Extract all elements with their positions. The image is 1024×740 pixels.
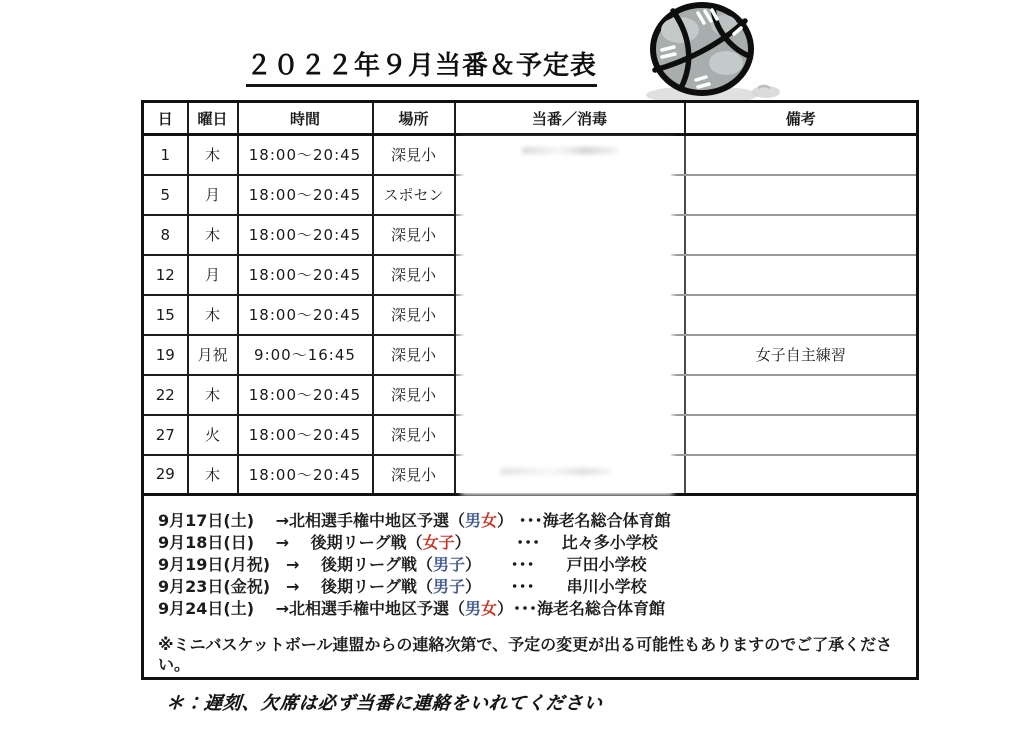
erased-area (464, 142, 670, 492)
note-text: ）･･･海老名総合体育館 (497, 599, 666, 618)
cell-weekday: 月 (188, 175, 238, 215)
page-title: ２０２２年９月当番＆予定表 (246, 45, 597, 87)
cell-weekday: 木 (188, 455, 238, 495)
ghost-text-smudge (522, 147, 618, 154)
cell-remarks (685, 455, 918, 495)
note-text: 9月23日(金祝) → 後期リーグ戦（ (158, 577, 434, 596)
header-weekday: 曜日 (188, 102, 238, 135)
cell-weekday: 木 (188, 215, 238, 255)
cell-remarks (685, 255, 918, 295)
note-male-label: 男子 (433, 555, 466, 574)
cell-day: 27 (143, 415, 188, 455)
cell-day: 22 (143, 375, 188, 415)
cell-day: 15 (143, 295, 188, 335)
disclaimer-note: ※ミニバスケットボール連盟からの連絡次第で、予定の変更が出る可能性もありますのでご了承ください。 (158, 635, 893, 674)
note-text: ） ･･･ 串川小学校 (465, 577, 647, 596)
ghost-text-smudge (500, 468, 612, 475)
cell-weekday: 木 (188, 135, 238, 175)
cell-remarks (685, 215, 918, 255)
schedule-note-line (158, 510, 906, 532)
table-header (143, 102, 918, 135)
header-time: 時間 (238, 102, 373, 135)
note-female-label: 女子 (422, 533, 455, 552)
schedule-notes-section (143, 495, 918, 679)
note-text: ） ･･･海老名総合体育館 (497, 511, 671, 530)
cell-day: 5 (143, 175, 188, 215)
header-place: 場所 (373, 102, 455, 135)
cell-time: 18:00～20:45 (238, 455, 373, 495)
cell-day: 8 (143, 215, 188, 255)
schedule-note-line (158, 532, 906, 554)
cell-time: 9:00～16:45 (238, 335, 373, 375)
cell-place: スポセン (373, 175, 455, 215)
cell-remarks (685, 295, 918, 335)
cell-weekday: 火 (188, 415, 238, 455)
cell-remarks (685, 135, 918, 175)
cell-time: 18:00～20:45 (238, 175, 373, 215)
cell-time: 18:00～20:45 (238, 135, 373, 175)
cell-place: 深見小 (373, 255, 455, 295)
cell-weekday: 月祝 (188, 335, 238, 375)
note-text: 9月24日(土) →北相選手権中地区予選（ (158, 599, 466, 618)
cell-remarks (685, 375, 918, 415)
cell-place: 深見小 (373, 415, 455, 455)
cell-weekday: 木 (188, 375, 238, 415)
handwritten-footer-note: ＊：遅刻、欠席は必ず当番に連絡をいれてください (165, 693, 604, 714)
header-remarks: 備考 (685, 102, 918, 135)
schedule-note-line (158, 598, 906, 620)
note-male-label: 男 (465, 511, 482, 530)
cell-remarks: 女子自主練習 (685, 335, 918, 375)
note-text: ） ･･･ 戸田小学校 (465, 555, 647, 574)
cell-place: 深見小 (373, 375, 455, 415)
note-text: ） ･･･ 比々多小学校 (454, 533, 658, 552)
note-female-label: 女 (481, 511, 498, 530)
note-male-label: 男 (465, 599, 482, 618)
cell-day: 19 (143, 335, 188, 375)
note-female-label: 女 (481, 599, 498, 618)
cell-time: 18:00～20:45 (238, 215, 373, 255)
note-male-label: 男子 (433, 577, 466, 596)
cell-place: 深見小 (373, 135, 455, 175)
note-text: 9月18日(日) → 後期リーグ戦（ (158, 533, 423, 552)
cell-day: 12 (143, 255, 188, 295)
basketball-icon (638, 0, 788, 106)
cell-remarks (685, 175, 918, 215)
cell-place: 深見小 (373, 215, 455, 255)
note-text: 9月19日(月祝) → 後期リーグ戦（ (158, 555, 434, 574)
header-duty: 当番／消毒 (455, 102, 685, 135)
cell-day: 29 (143, 455, 188, 495)
note-text: 9月17日(土) →北相選手権中地区予選（ (158, 511, 466, 530)
schedule-note-line (158, 554, 906, 576)
cell-weekday: 月 (188, 255, 238, 295)
cell-time: 18:00～20:45 (238, 375, 373, 415)
cell-day: 1 (143, 135, 188, 175)
cell-time: 18:00～20:45 (238, 255, 373, 295)
cell-time: 18:00～20:45 (238, 415, 373, 455)
cell-weekday: 木 (188, 295, 238, 335)
cell-time: 18:00～20:45 (238, 295, 373, 335)
header-day: 日 (143, 102, 188, 135)
cell-place: 深見小 (373, 295, 455, 335)
cell-remarks (685, 415, 918, 455)
cell-place: 深見小 (373, 335, 455, 375)
schedule-note-line (158, 576, 906, 598)
cell-place: 深見小 (373, 455, 455, 495)
